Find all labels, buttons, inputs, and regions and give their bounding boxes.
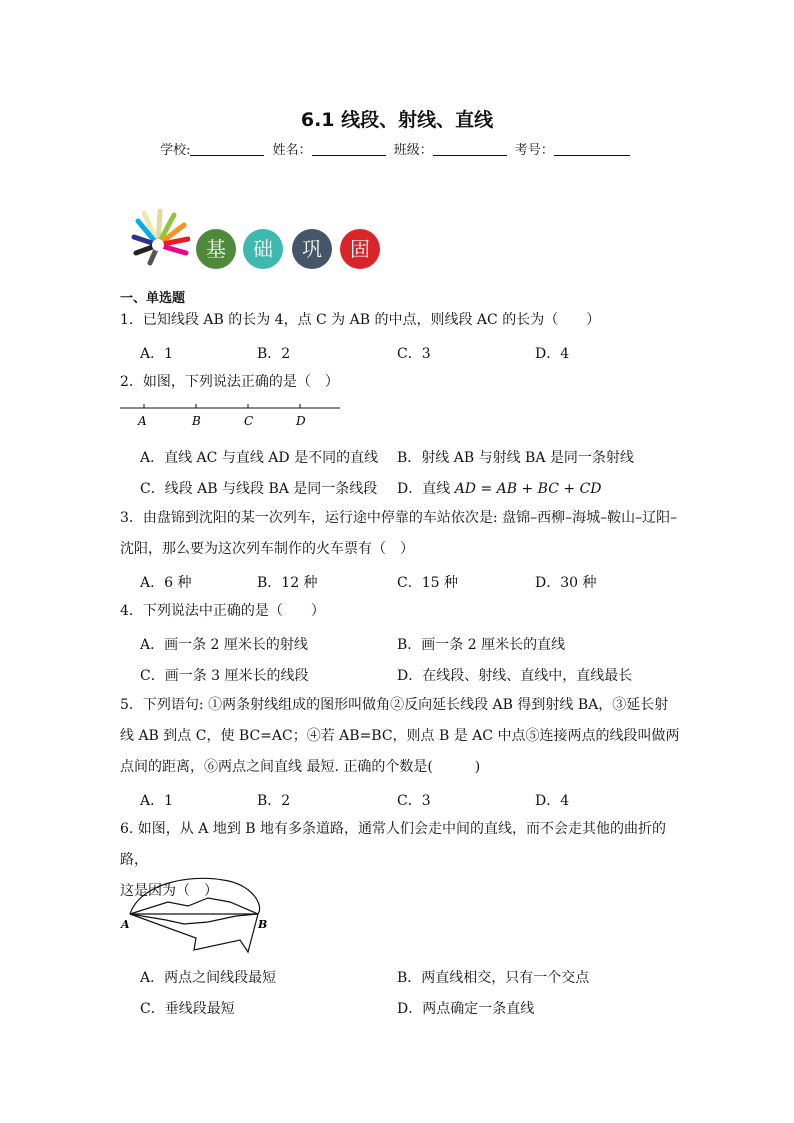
q6-point-a: A [121,918,130,931]
question-4: 4．下列说法中正确的是（ ） [120,603,325,619]
class-blank[interactable] [433,141,507,156]
q2-option-c[interactable]: C．线段 AB 与线段 BA 是同一条线段 [140,481,378,497]
q5-option-a[interactable]: A．1 [140,793,174,809]
q1-option-b[interactable]: B．2 [257,346,291,362]
q5-option-c[interactable]: C．3 [397,793,431,809]
q2-line-figure [118,400,348,432]
q2-option-a[interactable]: A．直线 AC 与直线 AD 是不同的直线 [140,450,379,466]
q4-option-a[interactable]: A．画一条 2 厘米长的射线 [140,637,308,653]
section-banner [130,205,390,275]
q4-option-d[interactable]: D．在线段、射线、直线中，直线最长 [397,668,633,684]
number-label: 考号： [514,143,554,158]
q6-option-d[interactable]: D．两点确定一条直线 [397,1001,535,1017]
question-6: 6. 如图，从 A 地到 B 地有多条道路，通常人们会走中间的直线，而不会走其他的曲折的路， 这是因为（ ） [120,821,667,899]
q5-option-d[interactable]: D．4 [535,793,570,809]
class-label: 班级： [393,143,433,158]
q3-option-d[interactable]: D．30 种 [535,575,597,591]
q3-option-b[interactable]: B．12 种 [257,575,318,591]
section-heading: 一、单选题 [120,291,186,306]
question-3: 3．由盘锦到沈阳的某一次列车，运行途中停靠的车站依次是: 盘锦–西柳–海城–鞍山–辽阳– 沈阳，那么要为这次列车制作的火车票有（ ） [120,510,678,557]
q1-option-a[interactable]: A．1 [140,346,174,362]
q6-option-b[interactable]: B．两直线相交，只有一个交点 [397,970,590,986]
page-title: 6.1 线段、射线、直线 [300,109,494,131]
badge-gong: 巩 [292,229,332,269]
q6-option-c[interactable]: C．垂线段最短 [140,1001,235,1017]
q1-option-d[interactable]: D．4 [535,346,570,362]
question-5: 5．下列语句: ①两条射线组成的图形叫做角②反向延长线段 AB 得到射线 BA，③延长射 线 AB 到点 C，使 BC=AC；④若 AB=BC，则点 B 是 AC 中点⑤连接两点的线段叫做两 点间的距离，⑥两点之间直线 最短. 正确的个数是( ) [120,697,680,775]
color-pencil-fan-icon [130,205,190,267]
q2-option-b[interactable]: B．射线 AB 与射线 BA 是同一条射线 [397,450,634,466]
q6-point-b: B [258,918,268,931]
student-info-line [0,139,794,158]
q6-option-a[interactable]: A．两点之间线段最短 [140,970,277,986]
q2-point-d: D [296,414,306,428]
q2-point-b: B [192,414,201,428]
school-blank[interactable] [190,141,264,156]
number-blank[interactable] [554,141,630,156]
q2-point-a: A [138,414,147,428]
name-label: 姓名： [272,143,312,158]
school-label: 学校: [160,143,191,158]
q1-option-c[interactable]: C．3 [397,346,431,362]
q3-option-a[interactable]: A．6 种 [140,575,192,591]
question-2: 2．如图，下列说法正确的是（ ） [120,374,339,390]
name-blank[interactable] [312,141,386,156]
q4-option-c[interactable]: C．画一条 3 厘米长的线段 [140,668,309,684]
q2-option-d[interactable]: D．直线 AD = AB + BC + CD [397,481,602,497]
q2-point-c: C [244,414,254,428]
q6-roads-figure [118,872,278,962]
q5-option-b[interactable]: B．2 [257,793,291,809]
question-1: 1．已知线段 AB 的长为 4，点 C 为 AB 的中点，则线段 AC 的长为（ ） [120,312,601,328]
badge-chu: 础 [243,229,283,269]
q3-option-c[interactable]: C．15 种 [397,575,458,591]
badge-gu: 固 [340,229,380,269]
q4-option-b[interactable]: B．画一条 2 厘米长的直线 [397,637,566,653]
badge-ji: 基 [196,229,236,269]
